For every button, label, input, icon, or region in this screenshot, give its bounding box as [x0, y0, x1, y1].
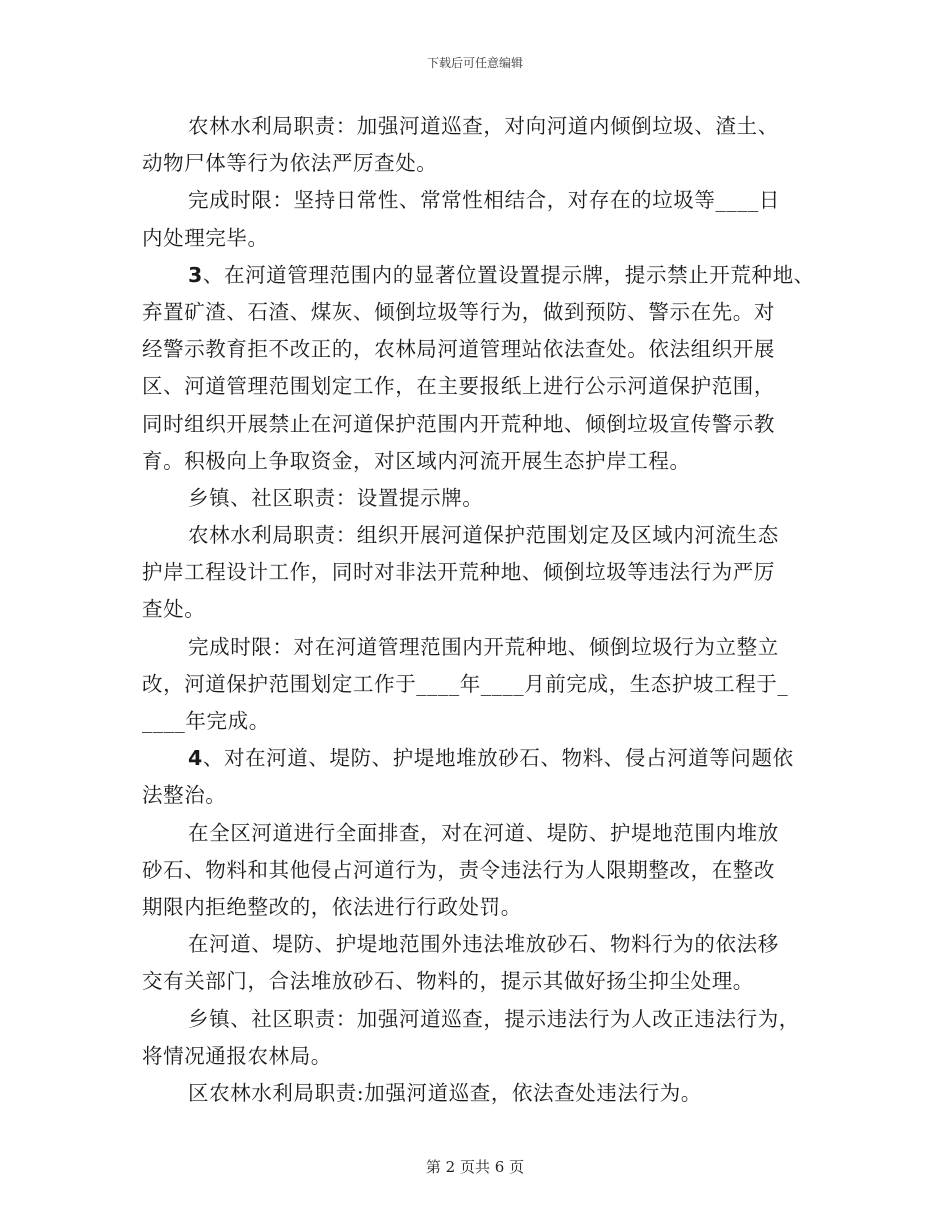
text-line: 查处。: [142, 597, 206, 622]
item-number: 4: [188, 746, 203, 771]
text-line: 内处理完毕。: [142, 225, 269, 250]
text-line: 完成时限：对在河道管理范围内开荒种地、倾倒垃圾行为立整立: [188, 634, 779, 659]
text-line: 护岸工程设计工作，同时对非法开荒种地、倾倒垃圾等违法行为严厉: [142, 560, 775, 585]
text-line: ____年完成。: [142, 709, 270, 733]
text-line: [142, 740, 832, 777]
text-line: 砂石、物料和其他侵占河道行为，责令违法行为人限期整改，在整改: [142, 857, 775, 882]
text-line: 同时组织开展禁止在河道保护范围内开荒种地、倾倒垃圾宣传警示教: [142, 411, 775, 436]
item-number: 3: [188, 262, 203, 287]
text-line: 乡镇、社区职责：加强河道巡查，提示违法行为人改正违法行为，: [188, 1006, 800, 1031]
text-line: 区、河道管理范围划定工作，在主要报纸上进行公示河道保护范围，: [142, 374, 775, 399]
text-line: 法整治。: [142, 783, 227, 808]
text-line: 动物尸体等行为依法严厉查处。: [142, 151, 438, 176]
text-line: 区农林水利局职责:加强河道巡查，依法查处违法行为。: [188, 1080, 702, 1105]
item-heading-text: 、对在河道、堤防、护堤地堆放砂石、物料、侵占河道等问题依: [202, 746, 794, 771]
text-line: 在全区河道进行全面排查，对在河道、堤防、护堤地范围内堆放: [188, 820, 779, 845]
text-line: 农林水利局职责：加强河道巡查，对向河道内倾倒垃圾、渣土、: [188, 114, 779, 138]
text-line: 将情况通报农林局。: [142, 1043, 332, 1068]
text-line: 经警示教育拒不改正的，农林局河道管理站依法查处。依法组织开展: [142, 337, 775, 362]
text-line: 完成时限：坚持日常性、常常性相结合，对存在的垃圾等____日: [188, 188, 780, 213]
text-line: [142, 257, 832, 294]
document-body: [142, 108, 832, 1112]
text-line: 乡镇、社区职责：设置提示牌。: [188, 485, 484, 510]
text-line: 弃置矿渣、石渣、煤灰、倾倒垃圾等行为，做到预防、警示在先。对: [142, 299, 775, 324]
text-line: 交有关部门，合法堆放砂石、物料的，提示其做好扬尘抑尘处理。: [142, 969, 754, 994]
text-line: 改，河道保护范围划定工作于____年____月前完成，生态护坡工程于_: [142, 671, 789, 696]
text-line: 农林水利局职责：组织开展河道保护范围划定及区域内河流生态: [188, 523, 779, 548]
text-line: 期限内拒绝整改的，依法进行行政处罚。: [142, 894, 522, 919]
page-header: 下载后可任意编辑: [426, 56, 523, 70]
text-line: 在河道、堤防、护堤地范围外违法堆放砂石、物料行为的依法移: [188, 932, 779, 957]
page-number-footer: 第 2 页共 6 页: [425, 1158, 525, 1176]
text-line: 育。积极向上争取资金，对区域内河流开展生态护岸工程。: [142, 448, 691, 473]
item-heading-text: 、在河道管理范围内的显著位置设置提示牌，提示禁止开荒种地、: [202, 262, 815, 287]
